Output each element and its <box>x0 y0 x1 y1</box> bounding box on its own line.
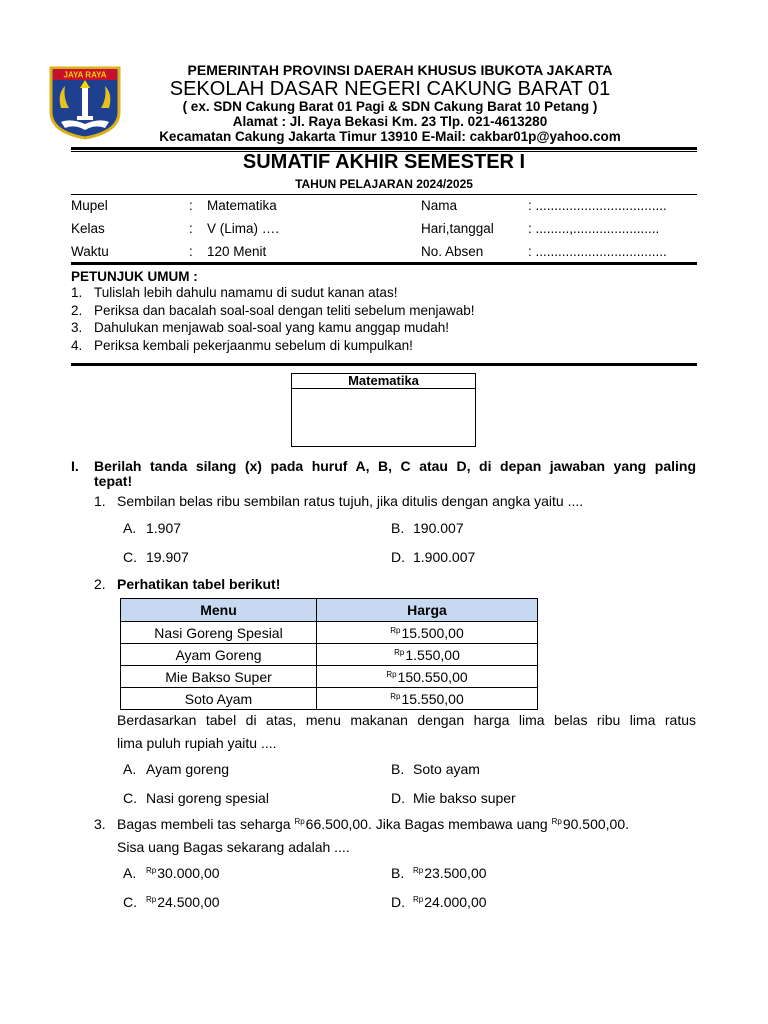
government-line: PEMERINTAH PROVINSI DAERAH KHUSUS IBUKOTA JAKARTA <box>187 62 613 78</box>
rupiah-symbol: Rp <box>413 895 424 904</box>
header-divider-thick <box>71 147 697 150</box>
menu-cell: Mie Bakso Super <box>121 666 317 688</box>
question-text: Perhatikan tabel berikut! <box>117 576 281 592</box>
instruction-num: 2. <box>71 303 83 318</box>
section-instruction-line2: tepat! <box>94 473 133 489</box>
instruction-text: Dahulukan menjawab soal-soal yang kamu anggap mudah! <box>94 320 449 335</box>
rupiah-symbol: Rp <box>413 866 424 875</box>
option-letter[interactable]: C. <box>123 549 137 565</box>
option-letter[interactable]: B. <box>391 761 405 777</box>
instructions-bottom-rule <box>71 363 697 366</box>
instruction-num: 1. <box>71 285 83 300</box>
option-letter[interactable]: C. <box>123 790 137 806</box>
info-label-subject: Mupel <box>71 198 108 213</box>
option-letter[interactable]: B. <box>391 520 405 536</box>
price-value: 15.500,00 <box>401 624 464 641</box>
option-letter[interactable]: D. <box>391 790 405 806</box>
rupiah-symbol: Rp <box>294 817 305 826</box>
rupiah-symbol: Rp <box>386 669 397 679</box>
svg-text:JAYA RAYA: JAYA RAYA <box>63 70 107 80</box>
instruction-num: 4. <box>71 338 83 353</box>
info-value-class: V (Lima) …. <box>207 221 280 236</box>
option-text: Ayam goreng <box>146 761 230 777</box>
question-text-part: 66.500,00. Jika Bagas membawa uang <box>305 816 552 832</box>
info-label-time: Waktu <box>71 244 109 259</box>
info-label-class: Kelas <box>71 221 105 236</box>
info-value-time: 120 Menit <box>207 244 267 259</box>
rupiah-symbol: Rp <box>390 691 401 701</box>
menu-price-table <box>120 598 538 710</box>
table-row <box>121 688 538 710</box>
menu-cell: Ayam Goreng <box>121 644 317 666</box>
question-text: Sembilan belas ribu sembilan ratus tujuh, jika ditulis dengan angka yaitu .... <box>117 493 584 509</box>
option-text <box>146 865 220 881</box>
option-text: Soto ayam <box>413 761 480 777</box>
school-address: Alamat : Jl. Raya Bekasi Km. 23 Tlp. 021-4613280 <box>232 114 548 129</box>
table-header-row <box>121 599 538 622</box>
option-text: 1.900.007 <box>413 549 476 565</box>
rupiah-symbol: Rp <box>551 817 562 826</box>
rupiah-symbol: Rp <box>394 647 405 657</box>
school-former-names: ( ex. SDN Cakung Barat 01 Pagi & SDN Cakung Barat 10 Petang ) <box>182 99 598 114</box>
instruction-num: 3. <box>71 320 83 335</box>
info-value-subject: Matematika <box>207 198 277 213</box>
option-letter[interactable]: A. <box>123 520 137 536</box>
option-letter[interactable]: D. <box>391 549 405 565</box>
option-letter[interactable]: A. <box>123 761 137 777</box>
option-amount: 30.000,00 <box>157 865 220 881</box>
question-number: 1. <box>94 493 106 509</box>
table-row <box>121 666 538 688</box>
option-letter[interactable]: D. <box>391 894 405 910</box>
academic-year: TAHUN PELAJARAN 2024/2025 <box>295 177 473 191</box>
info-sep-time: : <box>189 244 193 259</box>
option-text <box>146 894 220 910</box>
option-text: Nasi goreng spesial <box>146 790 269 806</box>
price-value: 150.550,00 <box>397 668 468 685</box>
table-row <box>121 622 538 644</box>
option-letter[interactable]: A. <box>123 865 137 881</box>
option-amount: 24.500,00 <box>157 894 220 910</box>
question-context-line2: lima puluh rupiah yaitu .... <box>117 735 277 751</box>
option-text <box>413 894 487 910</box>
instructions-heading: PETUNJUK UMUM : <box>71 269 198 284</box>
question-number: 2. <box>94 576 106 592</box>
info-label-name: Nama <box>421 198 458 213</box>
info-sep-class: : <box>189 221 193 236</box>
info-sep-subject: : <box>189 198 193 213</box>
option-text: 19.907 <box>146 549 189 565</box>
info-label-date: Hari,tanggal <box>421 221 494 236</box>
column-header-menu: Menu <box>121 599 317 622</box>
info-field-absen[interactable]: : ................................... <box>528 244 667 259</box>
option-text: 1.907 <box>146 520 182 536</box>
question-context-line1: Berdasarkan tabel di atas, menu makanan dengan harga lima belas ribu lima ratus <box>117 712 696 728</box>
price-value: 15.550,00 <box>401 690 464 707</box>
column-header-price: Harga <box>317 599 538 622</box>
menu-cell: Nasi Goreng Spesial <box>121 622 317 644</box>
price-cell <box>317 622 538 644</box>
table-row <box>121 644 538 666</box>
instruction-text: Tulislah lebih dahulu namamu di sudut kanan atas! <box>94 285 398 300</box>
rupiah-symbol: Rp <box>146 895 157 904</box>
option-text: Mie bakso super <box>413 790 516 806</box>
option-text: 190.007 <box>413 520 464 536</box>
price-cell <box>317 666 538 688</box>
menu-cell: Soto Ayam <box>121 688 317 710</box>
option-amount: 24.000,00 <box>424 894 487 910</box>
exam-title: SUMATIF AKHIR SEMESTER I <box>242 151 526 173</box>
info-field-name[interactable]: : ................................... <box>528 198 667 213</box>
section-number: I. <box>71 458 79 474</box>
section-instruction-line1: Berilah tanda silang (x) pada huruf A, B, C atau D, di depan jawaban yang paling <box>94 458 696 474</box>
info-field-date[interactable]: : .........,....................... <box>528 221 660 236</box>
info-top-rule <box>71 194 697 195</box>
price-cell <box>317 644 538 666</box>
instruction-text: Periksa dan bacalah soal-soal dengan teliti sebelum menjawab! <box>94 303 475 318</box>
question-text <box>117 816 629 832</box>
school-district-email: Kecamatan Cakung Jakarta Timur 13910 E-Mail: cakbar01p@yahoo.com <box>159 129 621 144</box>
price-value: 1.550,00 <box>405 646 460 663</box>
instruction-text: Periksa kembali pekerjaanmu sebelum di kumpulkan! <box>94 338 413 353</box>
option-text <box>413 865 487 881</box>
school-name: SEKOLAH DASAR NEGERI CAKUNG BARAT 01 <box>169 78 611 100</box>
option-amount: 23.500,00 <box>424 865 487 881</box>
score-box-label: Matematika <box>291 373 476 389</box>
rupiah-symbol: Rp <box>390 625 401 635</box>
question-text-line2: Sisa uang Bagas sekarang adalah .... <box>117 839 350 855</box>
option-letter[interactable]: B. <box>391 865 405 881</box>
question-text-part: 90.500,00. <box>562 816 630 832</box>
info-label-absen: No. Absen <box>421 244 484 259</box>
option-letter[interactable]: C. <box>123 894 137 910</box>
question-text-part: Bagas membeli tas seharga <box>117 816 295 832</box>
rupiah-symbol: Rp <box>146 866 157 875</box>
question-number: 3. <box>94 816 106 832</box>
info-bottom-rule <box>71 262 697 265</box>
price-cell <box>317 688 538 710</box>
